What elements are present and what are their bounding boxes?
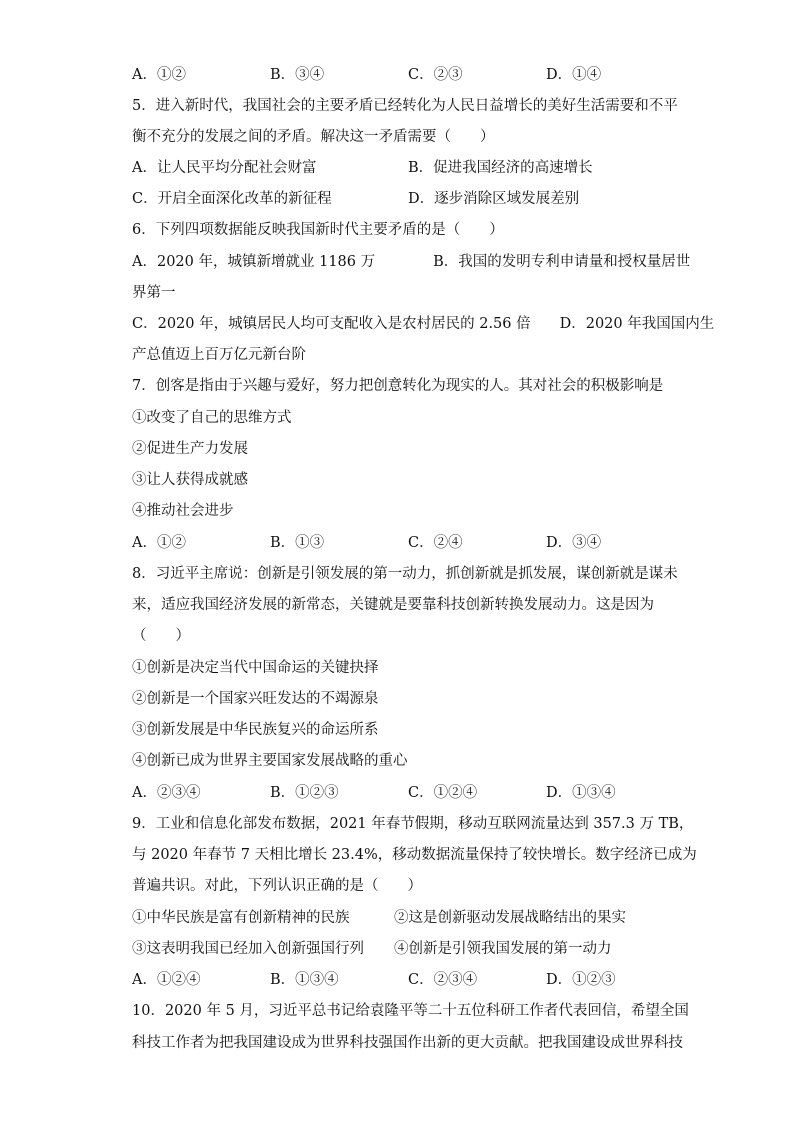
q5-stem-line-2: 衡不充分的发展之间的矛盾。解决这一矛盾需要（ ）	[132, 129, 495, 145]
q8-option-c[interactable]: C．①②④	[408, 785, 478, 801]
q8-item-3: ③创新发展是中华民族复兴的命运所系	[132, 722, 379, 738]
q9-item-3: ③这表明我国已经加入创新强国行列	[132, 941, 364, 957]
q7-item-2: ②促进生产力发展	[132, 441, 248, 457]
q7-item-3: ③让人获得成就感	[132, 472, 248, 488]
q8-options	[132, 783, 662, 803]
q8-stem-line-3: （ ）	[132, 628, 190, 644]
q9-option-a[interactable]: A．①②④	[132, 972, 201, 988]
q8-option-b[interactable]: B．①②③	[270, 785, 339, 801]
q7-options	[132, 533, 662, 553]
q8-item-2: ②创新是一个国家兴旺发达的不竭源泉	[132, 691, 379, 707]
q9-option-c[interactable]: C．②③④	[408, 972, 478, 988]
q6-options-line-4: 产总值迈上百万亿元新台阶	[132, 347, 306, 363]
q9-option-d[interactable]: D．①②③	[546, 972, 616, 988]
q9-options	[132, 970, 662, 990]
q5-stem-line-1: 5．进入新时代，我国社会的主要矛盾已经转化为人民日益增长的美好生活需要和不平	[132, 98, 678, 114]
q9-item-2: ②这是创新驱动发展战略结出的果实	[394, 910, 626, 926]
q7-item-4: ④推动社会进步	[132, 503, 234, 519]
q10-stem-line-2: 科技工作者为把我国建设成为世界科技强国作出新的更大贡献。把我国建设成世界科技	[132, 1035, 683, 1051]
q9-stem-line-2: 与 2020 年春节 7 天相比增长 23.4%，移动数据流量保持了较快增长。数字经济已成为	[132, 847, 697, 863]
q6-options-line-3[interactable]: C．2020 年，城镇居民人均可支配收入是农村居民的 2.56 倍 D．2020 年我国国内生	[132, 316, 715, 332]
q7-option-c[interactable]: C．②④	[408, 535, 463, 551]
q8-item-1: ①创新是决定当代中国命运的关键抉择	[132, 660, 379, 676]
q4-option-a[interactable]: A．①②	[132, 67, 186, 83]
q7-item-1: ①改变了自己的思维方式	[132, 410, 292, 426]
q9-items-row-2	[132, 939, 662, 959]
q8-option-d[interactable]: D．①③④	[546, 785, 616, 801]
q5-option-a[interactable]: A．让人民平均分配社会财富	[132, 160, 317, 176]
q5-options-row-2	[132, 189, 662, 209]
q6-options-line-2: 界第一	[132, 285, 176, 301]
q4-option-c[interactable]: C．②③	[408, 67, 463, 83]
q9-stem-line-3: 普遍共识。对此，下列认识正确的是（ ）	[132, 878, 422, 894]
q4-option-d[interactable]: D．①④	[546, 67, 602, 83]
q6-options-line-1[interactable]: A．2020 年，城镇新增就业 1186 万 B．我国的发明专利申请量和授权量居世	[132, 254, 691, 270]
q10-stem-line-1: 10．2020 年 5 月，习近平总书记给袁隆平等二十五位科研工作者代表回信，希望全国	[132, 1003, 689, 1019]
q7-stem: 7．创客是指由于兴趣与爱好，努力把创意转化为现实的人。其对社会的积极影响是	[132, 378, 664, 394]
q9-item-4: ④创新是引领我国发展的第一动力	[394, 941, 612, 957]
q4-option-b[interactable]: B．③④	[270, 67, 325, 83]
q8-stem-line-2: 来，适应我国经济发展的新常态，关键就是要靠科技创新转换发展动力。这是因为	[132, 597, 654, 613]
q9-option-b[interactable]: B．①③④	[270, 972, 339, 988]
q8-item-4: ④创新已成为世界主要国家发展战略的重心	[132, 753, 408, 769]
q5-option-c[interactable]: C．开启全面深化改革的新征程	[132, 191, 332, 207]
q7-option-d[interactable]: D．③④	[546, 535, 602, 551]
q4-options	[132, 65, 662, 85]
q5-option-d[interactable]: D．逐步消除区域发展差别	[408, 191, 580, 207]
q9-item-1: ①中华民族是富有创新精神的民族	[132, 910, 350, 926]
q5-options-row-1	[132, 158, 662, 178]
q7-option-a[interactable]: A．①②	[132, 535, 186, 551]
q6-stem: 6．下列四项数据能反映我国新时代主要矛盾的是（ ）	[132, 222, 504, 238]
q8-stem-line-1: 8．习近平主席说：创新是引领发展的第一动力，抓创新就是抓发展，谋创新就是谋未	[132, 566, 678, 582]
q9-items-row-1	[132, 908, 662, 928]
q7-option-b[interactable]: B．①③	[270, 535, 325, 551]
q8-option-a[interactable]: A．②③④	[132, 785, 201, 801]
q9-stem-line-1: 9．工业和信息化部发布数据，2021 年春节假期，移动互联网流量达到 357.3 万 TB，	[132, 816, 694, 832]
q5-option-b[interactable]: B．促进我国经济的高速增长	[408, 160, 593, 176]
